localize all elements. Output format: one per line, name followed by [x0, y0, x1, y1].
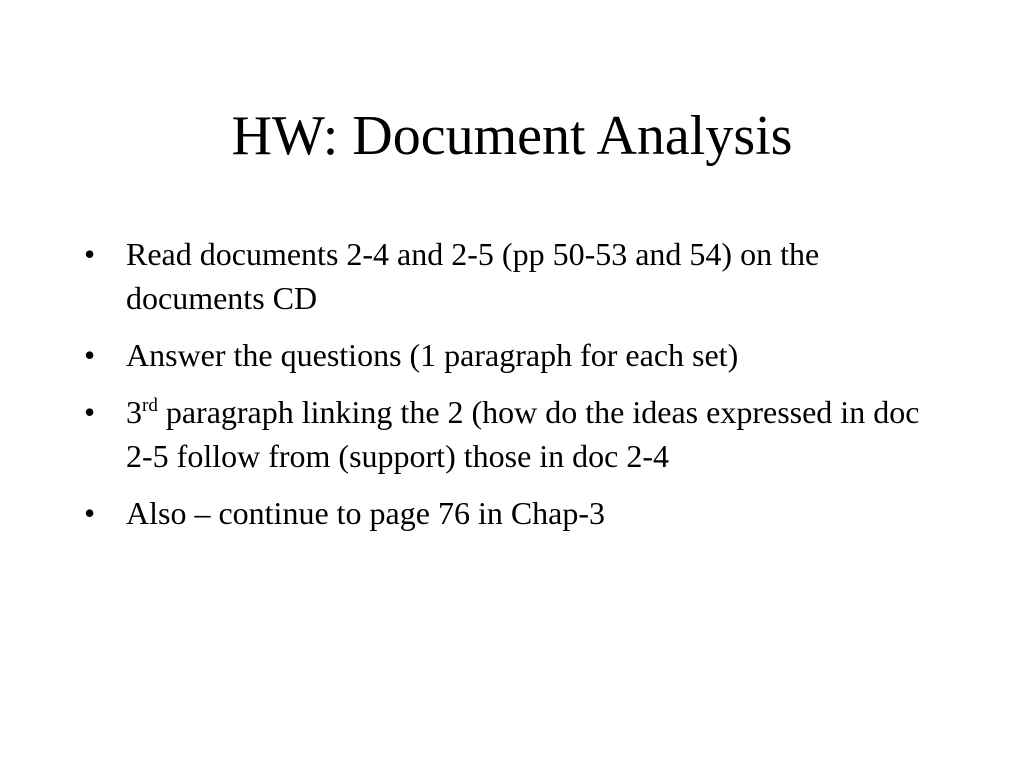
- bullet-text: paragraph linking the 2 (how do the ideas expressed in doc 2-5 follow from (support) those in doc 2-4: [126, 394, 920, 474]
- bullet-item-continue-reading: [84, 491, 944, 535]
- bullet-dot-icon: •: [84, 394, 96, 430]
- bullet-list: [84, 232, 944, 548]
- ordinal-suffix: rd: [142, 395, 158, 416]
- bullet-dot-icon: •: [84, 337, 96, 373]
- bullet-text: Answer the questions (1 paragraph for each set): [126, 337, 739, 373]
- bullet-item-third-paragraph: [84, 390, 944, 478]
- bullet-text: Also – continue to page 76 in Chap-3: [126, 495, 606, 531]
- slide-title: HW: Document Analysis: [231, 105, 793, 167]
- bullet-item-read-documents: [84, 232, 944, 320]
- bullet-text: Read documents 2-4 and 2-5 (pp 50-53 and 54) on the documents CD: [126, 236, 820, 316]
- bullet-dot-icon: •: [84, 236, 96, 272]
- bullet-dot-icon: •: [84, 495, 96, 531]
- bullet-item-answer-questions: [84, 333, 944, 377]
- ordinal-number: 3: [126, 394, 142, 430]
